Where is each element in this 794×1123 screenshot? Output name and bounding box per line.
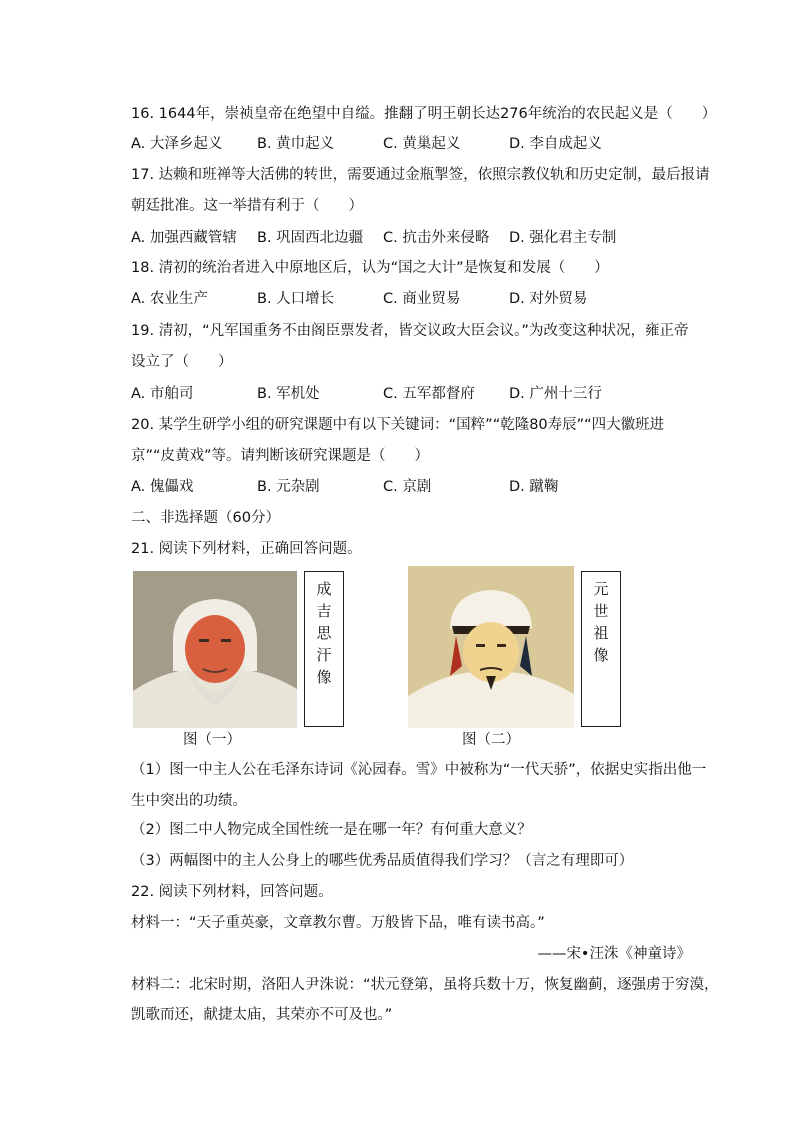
- q19-options: [131, 384, 691, 404]
- q16-stem: 16. 1644年，崇祯皇帝在绝望中自缢。推翻了明王朝长达276年统治的农民起义是（ ）: [131, 106, 717, 122]
- q17-option-b: B. 巩固西北边疆: [257, 230, 364, 246]
- q22-material1-source: ——宋•汪洙《神童诗》: [537, 946, 691, 962]
- q20-stem-line2: 京”“皮黄戏”等。请判断该研究课题是（ ）: [131, 448, 430, 464]
- q18-option-c: C. 商业贸易: [383, 291, 461, 307]
- q17-option-a: A. 加强西藏管辖: [131, 230, 237, 246]
- fig2-vertical-label: 元 世 祖 像: [581, 571, 621, 727]
- q21-sub1-line1: （1）图一中主人公在毛泽东诗词《沁园春。雪》中被称为“一代天骄”，依据史实指出他一: [131, 762, 707, 778]
- genghis-khan-portrait: [133, 571, 297, 728]
- q18-option-d: D. 对外贸易: [509, 291, 588, 307]
- q20-option-d: D. 蹴鞠: [509, 479, 559, 495]
- q19-option-b: B. 军机处: [257, 386, 320, 402]
- q17-options: [131, 228, 691, 248]
- q20-option-c: C. 京剧: [383, 479, 432, 495]
- q22-material1: 材料一：“天子重英豪，文章教尔曹。万般皆下品，唯有读书高。”: [131, 915, 545, 931]
- kublai-khan-portrait: [408, 566, 574, 728]
- fig1-caption: 图（一）: [183, 732, 241, 748]
- q19-option-c: C. 五军都督府: [383, 386, 475, 402]
- q21-stem: 21. 阅读下列材料，正确回答问题。: [131, 541, 362, 557]
- q21-sub2: （2）图二中人物完成全国性统一是在哪一年？有何重大意义？: [131, 822, 532, 838]
- q18-option-b: B. 人口增长: [257, 291, 335, 307]
- q16-option-b: B. 黄巾起义: [257, 136, 335, 152]
- q17-stem-line1: 17. 达赖和班禅等大活佛的转世，需要通过金瓶掣签，依照宗教仪轨和历史定制，最后报请: [131, 167, 710, 183]
- q19-option-d: D. 广州十三行: [509, 386, 602, 402]
- q18-option-a: A. 农业生产: [131, 291, 208, 307]
- q16-options: [131, 134, 691, 154]
- q20-options: [131, 477, 691, 497]
- q19-stem-line2: 设立了（ ）: [131, 354, 233, 370]
- q16-option-a: A. 大泽乡起义: [131, 136, 223, 152]
- q20-stem-line1: 20. 某学生研学小组的研究课题中有以下关键词：“国粹”“乾隆80寿辰”“四大徽班进: [131, 417, 665, 433]
- q19-option-a: A. 市舶司: [131, 386, 194, 402]
- q17-option-d: D. 强化君主专制: [509, 230, 617, 246]
- q22-material2-line2: 凯歌而还，献捷太庙，其荣亦不可及也。”: [131, 1007, 393, 1023]
- q21-sub3: （3）两幅图中的主人公身上的哪些优秀品质值得我们学习？（言之有理即可）: [131, 853, 634, 869]
- fig1-vertical-label: 成 吉 思 汗 像: [304, 571, 344, 727]
- q16-option-d: D. 李自成起义: [509, 136, 602, 152]
- q21-sub1-line2: 生中突出的功绩。: [131, 793, 247, 809]
- q20-option-a: A. 傀儡戏: [131, 479, 194, 495]
- q16-option-c: C. 黄巢起义: [383, 136, 461, 152]
- q17-stem-line2: 朝廷批准。这一举措有利于（ ）: [131, 198, 363, 214]
- section-heading: 二、非选择题（60分）: [131, 510, 280, 526]
- q22-stem: 22. 阅读下列材料，回答问题。: [131, 884, 333, 900]
- q20-option-b: B. 元杂剧: [257, 479, 320, 495]
- q18-options: [131, 289, 691, 309]
- q17-option-c: C. 抗击外来侵略: [383, 230, 490, 246]
- fig2-caption: 图（二）: [462, 732, 520, 748]
- q22-material2-line1: 材料二：北宋时期，洛阳人尹洙说：“状元登第，虽将兵数十万，恢复幽蓟，逐强虏于穷漠，: [131, 977, 719, 993]
- q19-stem-line1: 19. 清初，“凡军国重务不由阁臣票发者，皆交议政大臣会议。”为改变这种状况，雍正帝: [131, 323, 689, 339]
- q18-stem: 18. 清初的统治者进入中原地区后，认为“国之大计”是恢复和发展（ ）: [131, 260, 609, 276]
